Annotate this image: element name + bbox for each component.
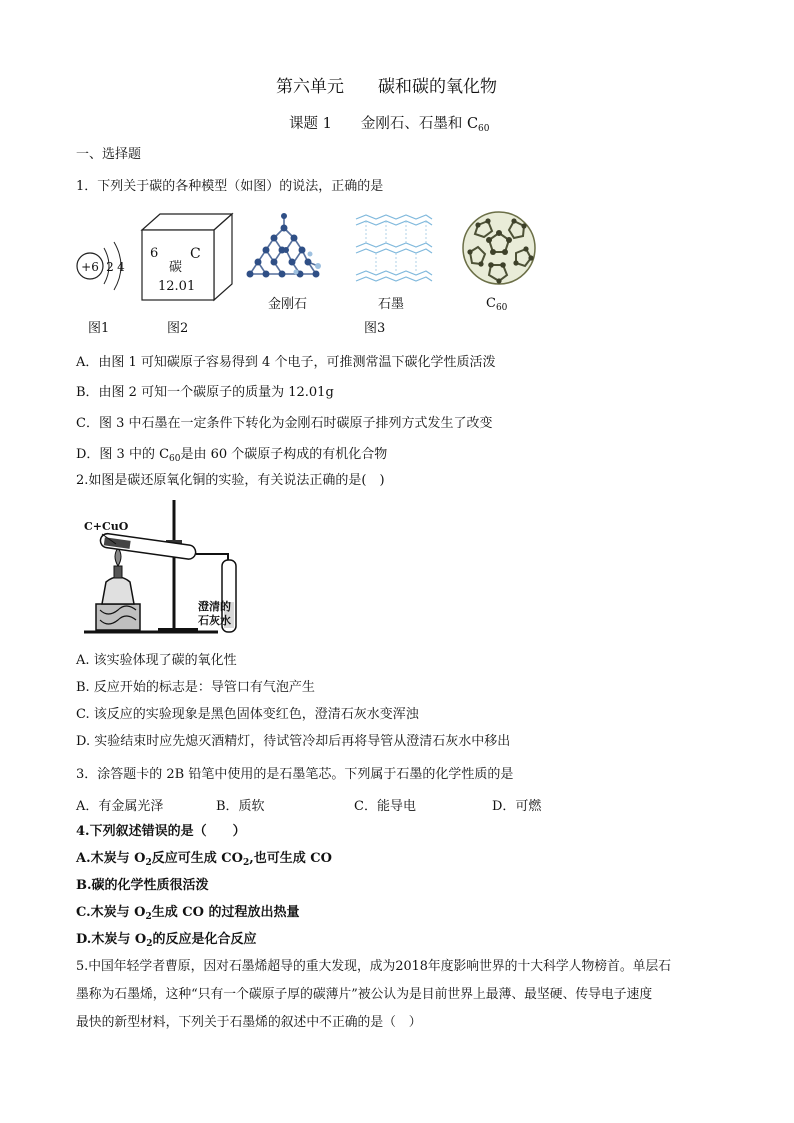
diamond-label: 金刚石 bbox=[268, 297, 308, 312]
cell-element-name: 碳 bbox=[169, 260, 183, 275]
q4-option-a: A.木炭与 $O_2$反应可生成 $CO_2$,也可生成 CO bbox=[76, 851, 332, 868]
q2-option-a: A. 该实验体现了碳的氧化性 bbox=[76, 653, 237, 668]
q4-stem: 4.下列叙述错误的是（ ） bbox=[76, 824, 246, 839]
q1-option-d: D．图 3 中的 $C_{60}$是由 60 个碳原子构成的有机化合物 bbox=[76, 447, 388, 464]
limewater-label-line1: 澄清的 bbox=[198, 600, 231, 613]
fig3-label: 图3 bbox=[364, 321, 386, 336]
q5-line-1: 5.中国年轻学者曹原，因对石墨烯超导的重大发现，成为2018年度影响世界的十大科学人物榜首。单层石 bbox=[76, 959, 672, 974]
cell-atomic-mass: 12.01 bbox=[158, 279, 196, 294]
q2-option-d: D. 实验结束时应先熄灭酒精灯，待试管冷却后再将导管从澄清石灰水中移出 bbox=[76, 734, 511, 749]
unit-title: 第六单元 碳和碳的氧化物 bbox=[276, 77, 497, 97]
atom-nucleus-charge: +6 bbox=[81, 260, 99, 274]
c60-fullerene-image bbox=[458, 207, 540, 289]
q3-stem: 3．涂答题卡的 2B 铅笔中使用的是石墨笔芯。下列属于石墨的化学性质的是 bbox=[76, 767, 514, 782]
atom-shell-2-electrons: 4 bbox=[117, 260, 125, 274]
q3-option-b: B．质软 bbox=[216, 799, 265, 814]
q1-option-c: C．图 3 中石墨在一定条件下转化为金刚石时碳原子排列方式发生了改变 bbox=[76, 416, 493, 431]
q3-option-c: C．能导电 bbox=[354, 799, 416, 814]
q1-option-b: B．由图 2 可知一个碳原子的质量为 12.01g bbox=[76, 385, 334, 400]
element-cell-diagram bbox=[138, 210, 236, 302]
cell-symbol: C bbox=[190, 246, 201, 262]
atom-shell-1-electrons: 2 bbox=[106, 260, 114, 274]
lesson-title: 课题 1 金刚石、石墨和 $C_{60}$ bbox=[289, 116, 490, 134]
q2-option-c: C. 该反应的实验现象是黑色固体变红色，澄清石灰水变浑浊 bbox=[76, 707, 419, 722]
carbon-reduction-apparatus bbox=[78, 496, 258, 642]
q2-option-b: B. 反应开始的标志是：导管口有气泡产生 bbox=[76, 680, 315, 695]
q5-line-3: 最快的新型材料，下列关于石墨烯的叙述中不正确的是（ ） bbox=[76, 1015, 422, 1030]
cell-atomic-number: 6 bbox=[150, 246, 159, 261]
reactant-label: C+CuO bbox=[84, 520, 129, 533]
fig1-label: 图1 bbox=[88, 321, 110, 336]
fig2-label: 图2 bbox=[167, 321, 189, 336]
q2-stem: 2.如图是碳还原氧化铜的实验，有关说法正确的是( ) bbox=[76, 473, 385, 488]
q4-option-c: C.木炭与 $O_2$生成 CO 的过程放出热量 bbox=[76, 905, 300, 922]
atom-structure-diagram bbox=[74, 232, 136, 302]
q3-option-a: A．有金属光泽 bbox=[76, 799, 164, 814]
limewater-label-line2: 石灰水 bbox=[198, 614, 231, 627]
q1-stem: 1．下列关于碳的各种模型（如图）的说法，正确的是 bbox=[76, 179, 384, 194]
diamond-structure-image bbox=[244, 210, 324, 286]
q4-option-b: B.碳的化学性质很活泼 bbox=[76, 878, 209, 893]
c60-label: $C_{60}$ bbox=[486, 296, 508, 313]
q3-option-d: D．可燃 bbox=[492, 799, 542, 814]
q4-option-d: D.木炭与 $O_2$的反应是化合反应 bbox=[76, 932, 257, 949]
graphite-structure-image bbox=[352, 211, 436, 287]
section-label: 一、选择题 bbox=[76, 147, 142, 162]
q5-line-2: 墨称为石墨烯，这种“只有一个碳原子厚的碳薄片”被公认为是目前世界上最薄、最坚硬、传导电子速度 bbox=[76, 987, 653, 1002]
graphite-label: 石墨 bbox=[378, 297, 405, 312]
q1-option-a: A．由图 1 可知碳原子容易得到 4 个电子，可推测常温下碳化学性质活泼 bbox=[76, 355, 496, 370]
